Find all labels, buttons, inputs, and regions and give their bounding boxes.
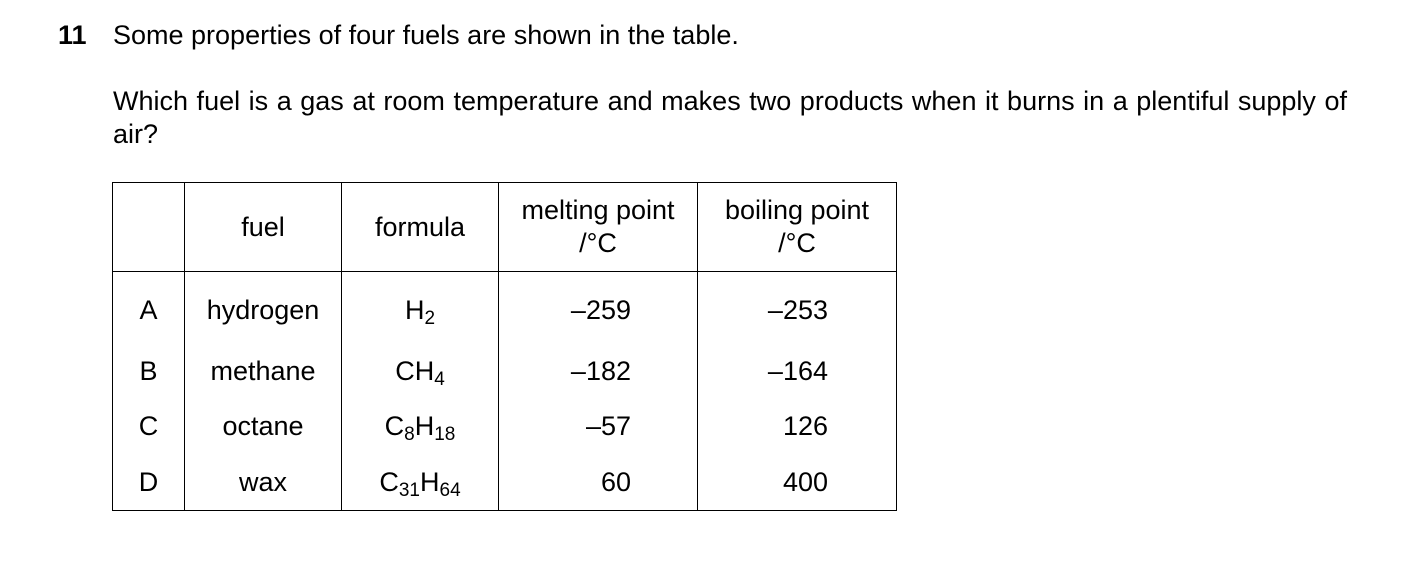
table-row — [113, 344, 897, 399]
fuel-name: wax — [185, 454, 342, 511]
melting-point-value: –182 — [499, 344, 698, 399]
melting-point-value: –259 — [499, 272, 698, 345]
formula-subscript: 18 — [434, 424, 456, 445]
header-boiling-point — [698, 183, 897, 272]
header-melting-point — [499, 183, 698, 272]
question-prompt: Which fuel is a gas at room temperature and makes two products when it burns in a plentiful supply of air? — [113, 86, 1347, 149]
formula-element: H — [420, 466, 440, 497]
formula-subscript: 31 — [398, 479, 420, 501]
header-melting-point-unit: /°C — [579, 228, 617, 258]
header-letter — [113, 183, 185, 272]
fuel-name: octane — [185, 399, 342, 454]
question-intro: Some properties of four fuels are shown in the table. — [113, 20, 739, 50]
question-number: 11 — [58, 20, 87, 50]
table-header-row — [113, 183, 897, 272]
boiling-point-value: 126 — [698, 399, 897, 454]
boiling-point-value: 400 — [698, 454, 897, 511]
formula-subscript: 4 — [434, 369, 445, 390]
melting-point-value: –57 — [499, 399, 698, 454]
option-letter: C — [113, 399, 185, 454]
boiling-point-value: –253 — [698, 272, 897, 345]
formula-element: C — [379, 466, 399, 497]
header-melting-point-label: melting point — [521, 195, 675, 225]
melting-point-value: 60 — [499, 454, 698, 511]
formula-element: H — [414, 411, 435, 441]
fuel-properties-table — [112, 182, 897, 511]
table-row — [113, 272, 897, 345]
option-letter: A — [113, 272, 185, 345]
fuel-formula — [342, 344, 499, 399]
formula-subscript: 64 — [439, 479, 461, 501]
header-boiling-point-label: boiling point — [724, 195, 870, 225]
fuel-formula — [342, 454, 499, 511]
boiling-point-value: –164 — [698, 344, 897, 399]
header-formula: formula — [342, 183, 499, 272]
formula-element: H — [404, 294, 425, 325]
fuel-formula — [342, 399, 499, 454]
option-letter: D — [113, 454, 185, 511]
formula-subscript: 2 — [424, 307, 436, 329]
formula-element: C — [384, 411, 405, 441]
header-fuel: fuel — [185, 183, 342, 272]
header-boiling-point-unit: /°C — [778, 228, 816, 258]
table-row — [113, 454, 897, 511]
formula-subscript: 8 — [404, 424, 415, 445]
formula-element: CH — [395, 356, 435, 386]
table-row — [113, 399, 897, 454]
fuel-name: hydrogen — [185, 272, 342, 345]
option-letter: B — [113, 344, 185, 399]
fuel-name: methane — [185, 344, 342, 399]
fuel-formula — [342, 272, 499, 345]
